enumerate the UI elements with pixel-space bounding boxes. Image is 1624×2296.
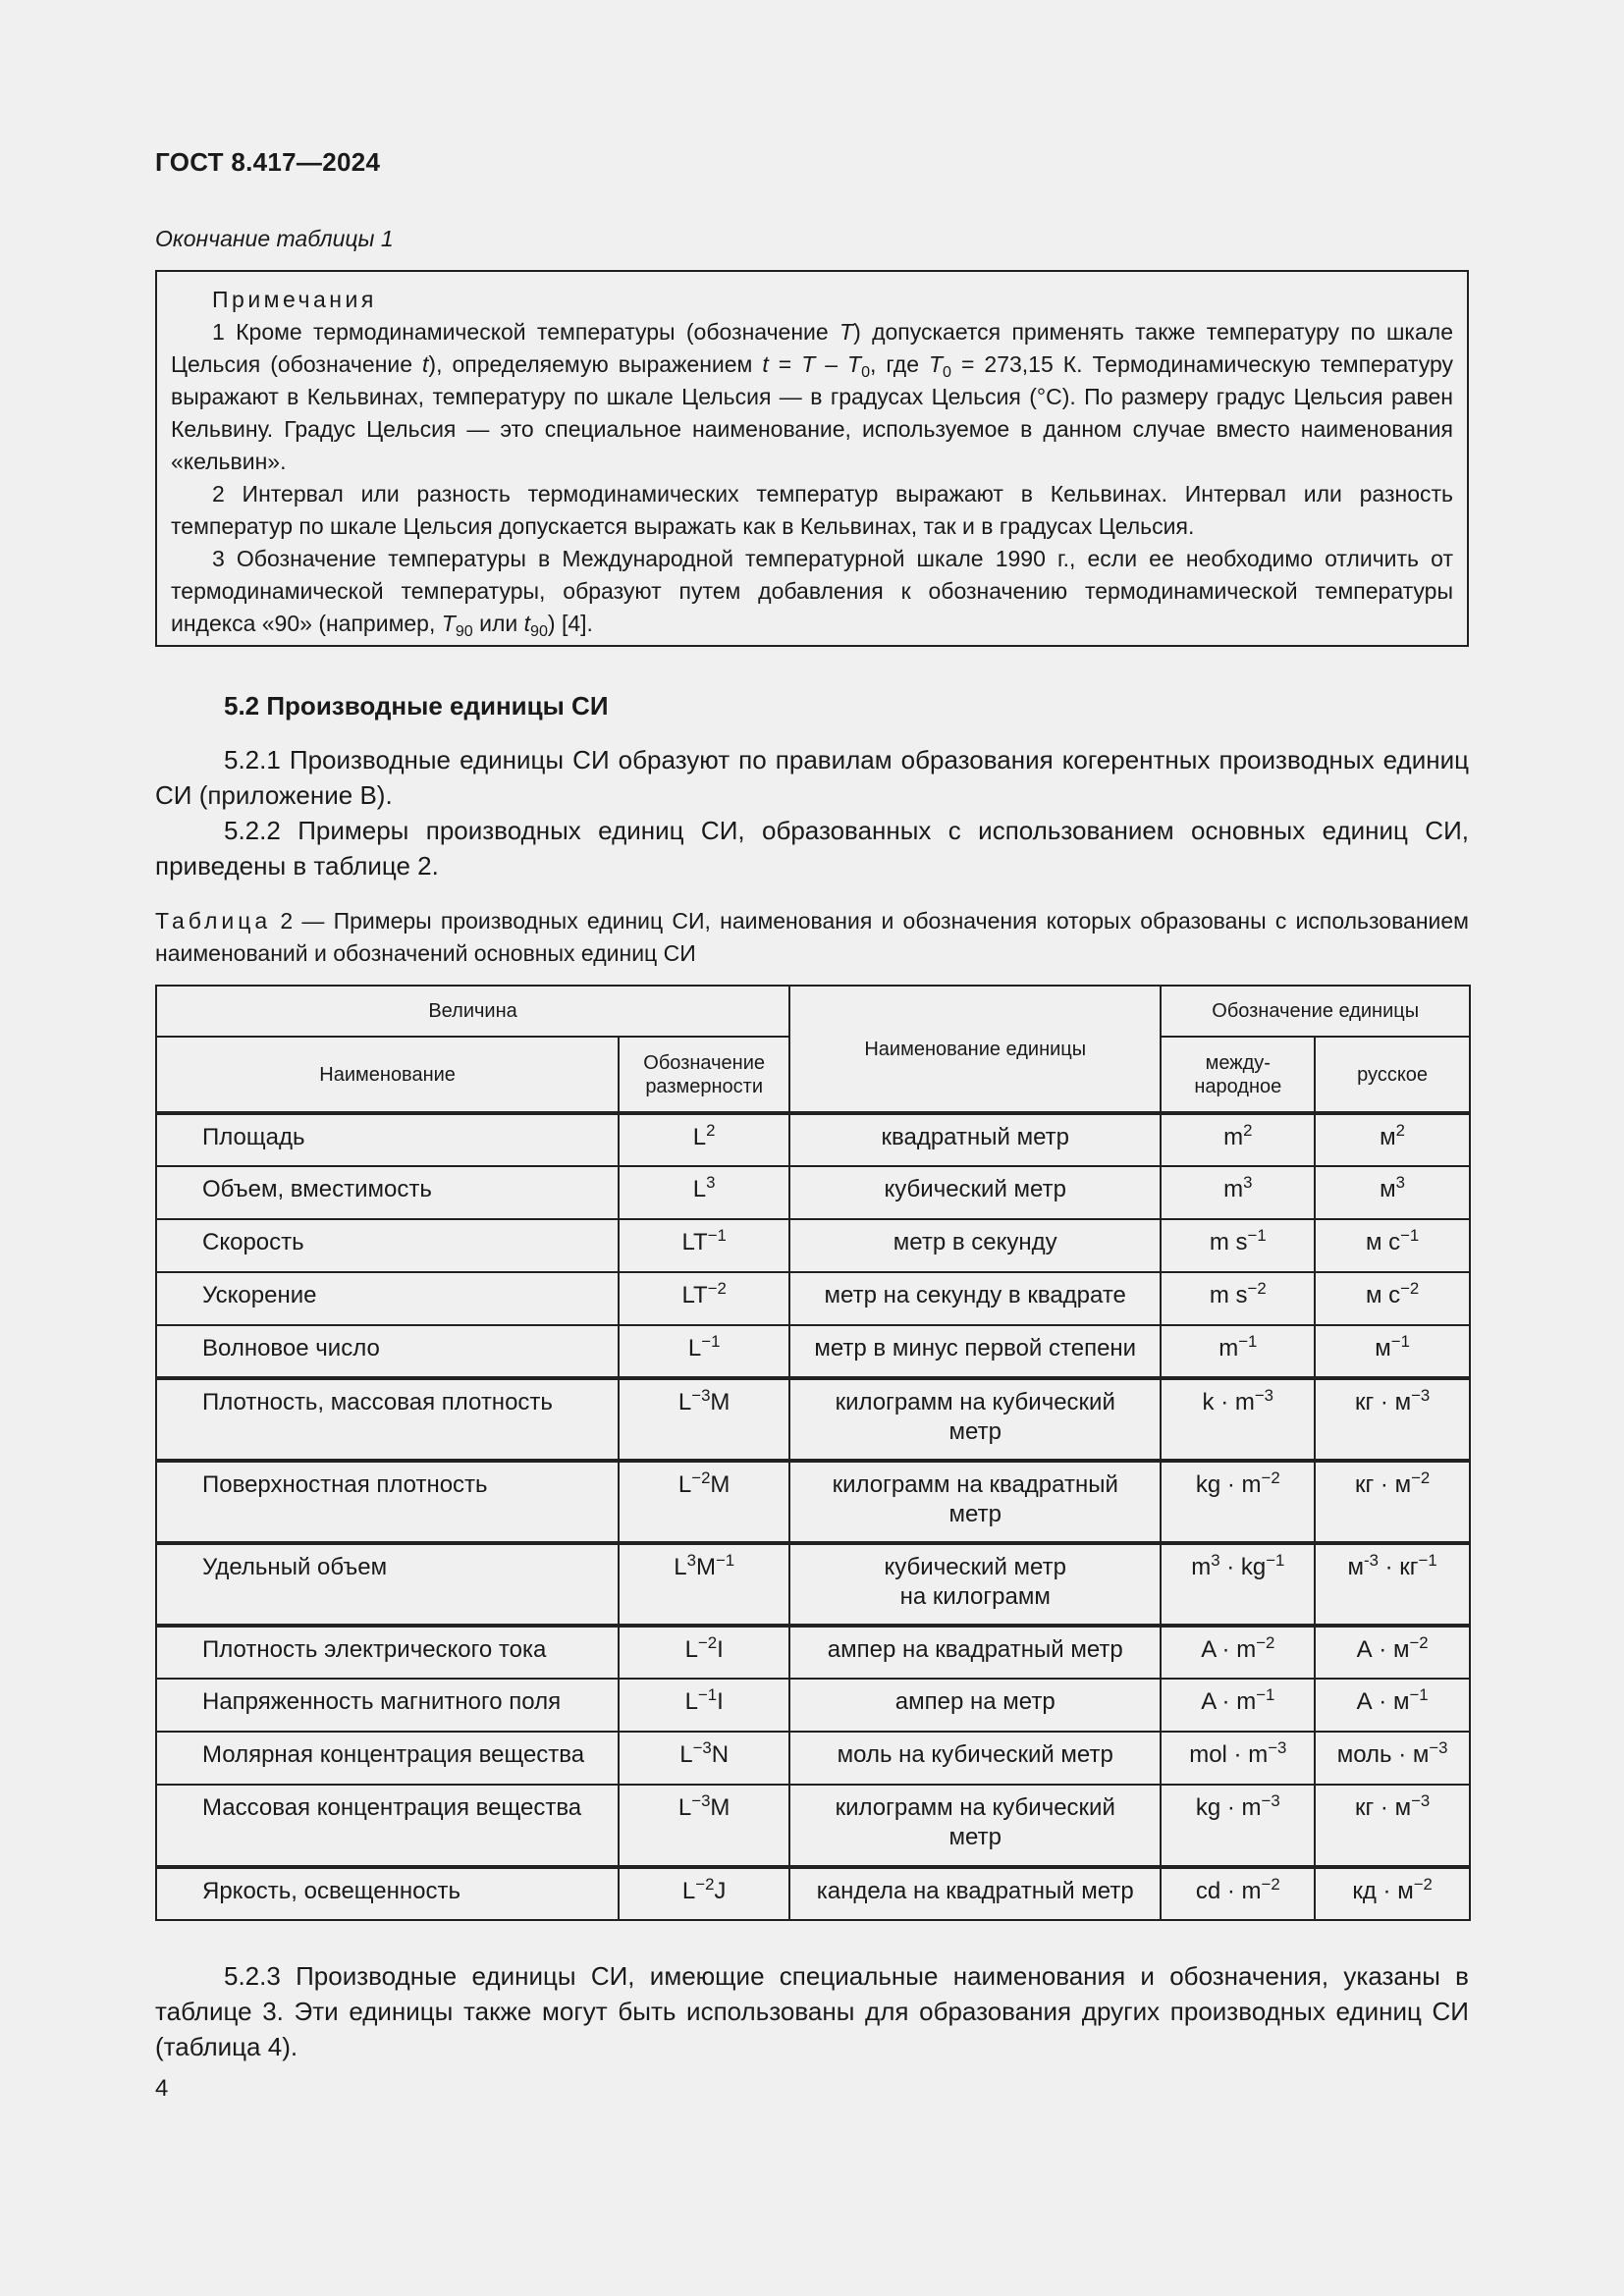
- symbol-part: м с: [1365, 1282, 1401, 1308]
- unit-name-line: метр: [948, 1824, 1001, 1850]
- unit-name: [789, 1867, 1161, 1920]
- unit-name: [789, 1626, 1161, 1679]
- table-row: [156, 1679, 1470, 1732]
- unit-name-line: килограмм на кубический: [835, 1794, 1115, 1821]
- unit-name-line: метр на секунду в квадрате: [824, 1282, 1126, 1308]
- symbol-part: L: [679, 1741, 693, 1768]
- symbol-part: м: [1375, 1335, 1391, 1362]
- international-symbol: [1161, 1679, 1315, 1732]
- unit-name-line: ампер на квадратный метр: [827, 1636, 1123, 1663]
- quantity-name: Яркость, освещенность: [156, 1867, 619, 1920]
- symbol-part: m s: [1209, 1229, 1248, 1255]
- exponent: −1: [1266, 1550, 1285, 1570]
- note-1: 1 Кроме термодинамической температуры (обозначение T) допускается применять также температуру по шкале Цельсия (обозначение t), определяемую выражением $t = T - T_0$, где $T_0 = 273,15$ К. Термодинамическую температуру выражают в Кельвинах, температуру по шкале Цельсия — в градусах Цельсия (°С). По размеру градус Цельсия равен Кельвину. Градус Цельсия — это специальное наименование, используемое в данном случае вместо наименования «кельвин».: [171, 319, 1453, 474]
- international-symbol: [1161, 1785, 1315, 1867]
- symbol-part: m: [1223, 1176, 1244, 1202]
- exponent: 3: [1211, 1550, 1220, 1570]
- symbol-part: kg · m: [1195, 1794, 1262, 1821]
- page-number: 4: [155, 2075, 169, 2102]
- quantity-name: Скорость: [156, 1219, 619, 1272]
- international-symbol: [1161, 1461, 1315, 1543]
- dimension-symbol: [619, 1543, 789, 1626]
- symbol-part: L: [677, 1471, 692, 1498]
- symbol-part: м: [1380, 1124, 1396, 1150]
- unit-name-line: кандела на квадратный метр: [816, 1878, 1134, 1904]
- russian-symbol: [1315, 1679, 1470, 1732]
- derived-units-table: [155, 985, 1471, 1921]
- unit-name-line: метр: [948, 1501, 1001, 1527]
- unit-name-line: метр: [948, 1418, 1001, 1445]
- header-international: между- народное: [1161, 1037, 1315, 1113]
- exponent: −3: [1411, 1790, 1431, 1810]
- russian-symbol: [1315, 1378, 1470, 1461]
- unit-name: [789, 1325, 1161, 1378]
- dimension-symbol: [619, 1113, 789, 1166]
- symbol-part: L: [684, 1636, 698, 1663]
- dimension-symbol: [619, 1867, 789, 1920]
- exponent: −1: [707, 1225, 727, 1245]
- dimension-symbol: [619, 1272, 789, 1325]
- quantity-name: Объем, вместимость: [156, 1166, 619, 1219]
- table-row: [156, 1113, 1470, 1166]
- exponent: −2: [1409, 1632, 1429, 1652]
- unit-name-line: кубический метр: [884, 1554, 1066, 1580]
- exponent: −1: [701, 1331, 721, 1351]
- exponent: 2: [1395, 1120, 1406, 1140]
- quantity-name: Поверхностная плотность: [156, 1461, 619, 1543]
- table-row: [156, 1785, 1470, 1867]
- symbol-part: m: [1223, 1124, 1244, 1150]
- document-code: ГОСТ 8.417—2024: [155, 147, 381, 177]
- symbol-part: кг · м: [1354, 1794, 1412, 1821]
- symbol-part: L: [687, 1335, 702, 1362]
- table-row: [156, 1543, 1470, 1626]
- exponent: −2: [1247, 1278, 1267, 1298]
- exponent: −1: [1256, 1684, 1275, 1704]
- symbol-part: · kg: [1219, 1554, 1267, 1580]
- notes-box: [155, 270, 1469, 647]
- symbol-part: м: [1347, 1554, 1365, 1580]
- quantity-name: Плотность электрического тока: [156, 1626, 619, 1679]
- exponent: −2: [1261, 1874, 1280, 1894]
- header-russian: русское: [1315, 1037, 1470, 1113]
- symbol-part: А · м: [1356, 1688, 1410, 1715]
- symbol-part: кг · м: [1354, 1389, 1412, 1415]
- exponent: −1: [1390, 1331, 1410, 1351]
- unit-name-line: килограмм на квадратный: [832, 1471, 1118, 1498]
- dimension-symbol: [619, 1166, 789, 1219]
- table-row: [156, 1219, 1470, 1272]
- dimension-symbol: [619, 1219, 789, 1272]
- unit-name: [789, 1272, 1161, 1325]
- international-symbol: [1161, 1543, 1315, 1626]
- exponent: −2: [1261, 1468, 1280, 1487]
- dimension-symbol: [619, 1378, 789, 1461]
- dimension-symbol: [619, 1626, 789, 1679]
- table-row: [156, 1378, 1470, 1461]
- symbol-part: L: [684, 1688, 698, 1715]
- table-continuation-label: Окончание таблицы 1: [155, 226, 394, 251]
- russian-symbol: [1315, 1543, 1470, 1626]
- symbol-part: · кг: [1378, 1554, 1419, 1580]
- note-3: 3 Обозначение температуры в Международной температурной шкале 1990 г., если ее необходимо отличить от термодинамической температуры, образуют путем добавления к обозначению термодинамической температуры индекса «90» (например, $T_{90}$ или $t_{90}$) [4].: [171, 546, 1453, 640]
- russian-symbol: [1315, 1867, 1470, 1920]
- exponent: −1: [1418, 1550, 1437, 1570]
- international-symbol: [1161, 1272, 1315, 1325]
- unit-name-line: кубический метр: [884, 1176, 1066, 1202]
- symbol-part: M: [695, 1554, 716, 1580]
- symbol-part: А · м: [1356, 1636, 1410, 1663]
- exponent: −2: [691, 1468, 711, 1487]
- exponent: −1: [715, 1550, 735, 1570]
- exponent: −3: [692, 1737, 712, 1757]
- symbol-part: кг · м: [1354, 1471, 1412, 1498]
- exponent: -3: [1364, 1550, 1379, 1570]
- exponent: −3: [1429, 1737, 1448, 1757]
- unit-name-line: моль на кубический метр: [837, 1741, 1113, 1768]
- symbol-part: м: [1380, 1176, 1396, 1202]
- unit-name: [789, 1219, 1161, 1272]
- exponent: 2: [1243, 1120, 1253, 1140]
- exponent: −1: [697, 1684, 718, 1704]
- symbol-part: m: [1218, 1335, 1239, 1362]
- symbol-part: моль · м: [1336, 1741, 1430, 1768]
- exponent: −3: [1411, 1385, 1431, 1405]
- symbol-part: m: [1191, 1554, 1212, 1580]
- unit-name: [789, 1378, 1161, 1461]
- table-row: [156, 1166, 1470, 1219]
- exponent: 3: [686, 1550, 696, 1570]
- symbol-part: kg · m: [1195, 1471, 1262, 1498]
- symbol-part: M: [710, 1794, 731, 1821]
- exponent: −1: [1247, 1225, 1267, 1245]
- table-row: [156, 1272, 1470, 1325]
- exponent: −1: [1409, 1684, 1429, 1704]
- symbol-part: кд · м: [1352, 1878, 1414, 1904]
- notes-title: Примечания: [212, 287, 377, 312]
- exponent: −3: [691, 1385, 711, 1405]
- international-symbol: [1161, 1219, 1315, 1272]
- symbol-part: LT: [681, 1282, 708, 1308]
- paragraph-5-2-2: 5.2.2 Примеры производных единиц СИ, образованных с использованием основных единиц СИ, приведены в таблице 2.: [155, 816, 1469, 881]
- symbol-part: I: [717, 1688, 724, 1715]
- symbol-part: cd · m: [1195, 1878, 1262, 1904]
- symbol-part: J: [714, 1878, 727, 1904]
- dimension-symbol: [619, 1732, 789, 1785]
- paragraph-5-2-3: 5.2.3 Производные единицы СИ, имеющие специальные наименования и обозначения, указаны в таблице 3. Эти единицы также могут быть использованы для образования других производных единиц СИ (таблица 4).: [155, 1961, 1469, 2061]
- quantity-name: Массовая концентрация вещества: [156, 1785, 619, 1867]
- international-symbol: [1161, 1378, 1315, 1461]
- exponent: 2: [706, 1120, 716, 1140]
- quantity-name: Напряженность магнитного поля: [156, 1679, 619, 1732]
- unit-name-line: на килограмм: [899, 1583, 1051, 1610]
- unit-name: [789, 1785, 1161, 1867]
- table-row: [156, 1626, 1470, 1679]
- symbol-part: L: [677, 1794, 692, 1821]
- unit-name: [789, 1461, 1161, 1543]
- header-unit-symbol: Обозначение единицы: [1161, 986, 1470, 1037]
- dimension-symbol: [619, 1679, 789, 1732]
- quantity-name: Молярная концентрация вещества: [156, 1732, 619, 1785]
- russian-symbol: [1315, 1461, 1470, 1543]
- russian-symbol: [1315, 1626, 1470, 1679]
- exponent: −2: [707, 1278, 727, 1298]
- unit-name: [789, 1166, 1161, 1219]
- symbol-part: L: [674, 1554, 687, 1580]
- exponent: −2: [1400, 1278, 1420, 1298]
- table-row: [156, 1461, 1470, 1543]
- unit-name: [789, 1679, 1161, 1732]
- unit-name-line: метр в секунду: [893, 1229, 1057, 1255]
- international-symbol: [1161, 1325, 1315, 1378]
- exponent: 3: [1243, 1172, 1253, 1192]
- exponent: −2: [1256, 1632, 1275, 1652]
- paragraph-5-2-1: 5.2.1 Производные единицы СИ образуют по правилам образования когерентных производных единиц СИ (приложение В).: [155, 745, 1469, 810]
- international-symbol: [1161, 1166, 1315, 1219]
- table-row: [156, 1867, 1470, 1920]
- symbol-part: L: [692, 1176, 707, 1202]
- symbol-part: M: [710, 1389, 731, 1415]
- unit-name-line: килограмм на кубический: [835, 1389, 1115, 1415]
- exponent: −3: [1261, 1790, 1280, 1810]
- symbol-part: A · m: [1201, 1636, 1257, 1663]
- dimension-symbol: [619, 1785, 789, 1867]
- symbol-part: k · m: [1202, 1389, 1255, 1415]
- russian-symbol: [1315, 1219, 1470, 1272]
- quantity-name: Удельный объем: [156, 1543, 619, 1626]
- russian-symbol: [1315, 1785, 1470, 1867]
- unit-name: [789, 1732, 1161, 1785]
- exponent: −3: [1268, 1737, 1287, 1757]
- exponent: −2: [697, 1632, 718, 1652]
- exponent: −2: [695, 1874, 715, 1894]
- unit-name-line: метр в минус первой степени: [814, 1335, 1137, 1362]
- russian-symbol: [1315, 1732, 1470, 1785]
- header-unit-name: Наименование единицы: [789, 986, 1161, 1113]
- dimension-symbol: [619, 1461, 789, 1543]
- table-caption: Таблица 2 — Примеры производных единиц СИ, наименования и обозначения которых образованы с использованием наименований и обозначений основных единиц СИ: [155, 908, 1469, 966]
- international-symbol: [1161, 1626, 1315, 1679]
- russian-symbol: [1315, 1325, 1470, 1378]
- exponent: −2: [1413, 1874, 1433, 1894]
- header-name: Наименование: [156, 1037, 619, 1113]
- header-quantity: Величина: [156, 986, 789, 1037]
- symbol-part: m s: [1209, 1282, 1248, 1308]
- symbol-part: L: [677, 1389, 692, 1415]
- exponent: 3: [1395, 1172, 1406, 1192]
- table-row: [156, 1732, 1470, 1785]
- symbol-part: LT: [681, 1229, 708, 1255]
- exponent: −1: [1238, 1331, 1258, 1351]
- symbol-part: N: [711, 1741, 730, 1768]
- unit-name-line: квадратный метр: [881, 1124, 1069, 1150]
- symbol-part: M: [710, 1471, 731, 1498]
- unit-name: [789, 1543, 1161, 1626]
- quantity-name: Площадь: [156, 1113, 619, 1166]
- exponent: 3: [706, 1172, 716, 1192]
- international-symbol: [1161, 1113, 1315, 1166]
- section-heading: 5.2 Производные единицы СИ: [224, 691, 609, 721]
- international-symbol: [1161, 1867, 1315, 1920]
- quantity-name: Ускорение: [156, 1272, 619, 1325]
- russian-symbol: [1315, 1166, 1470, 1219]
- header-dimension: Обозначение размерности: [619, 1037, 789, 1113]
- exponent: −3: [1254, 1385, 1274, 1405]
- exponent: −3: [691, 1790, 711, 1810]
- dimension-symbol: [619, 1325, 789, 1378]
- russian-symbol: [1315, 1113, 1470, 1166]
- note-2: 2 Интервал или разность термодинамических температур выражают в Кельвинах. Интервал или разность температур по шкале Цельсия допускается выражать как в Кельвинах, так и в градусах Цельсия.: [171, 481, 1453, 539]
- russian-symbol: [1315, 1272, 1470, 1325]
- symbol-part: A · m: [1201, 1688, 1257, 1715]
- unit-name: [789, 1113, 1161, 1166]
- symbol-part: mol · m: [1189, 1741, 1269, 1768]
- international-symbol: [1161, 1732, 1315, 1785]
- symbol-part: L: [681, 1878, 696, 1904]
- symbol-part: м с: [1365, 1229, 1401, 1255]
- exponent: −1: [1400, 1225, 1420, 1245]
- quantity-name: Плотность, массовая плотность: [156, 1378, 619, 1461]
- table-row: [156, 1325, 1470, 1378]
- unit-name-line: ампер на метр: [894, 1688, 1056, 1715]
- quantity-name: Волновое число: [156, 1325, 619, 1378]
- exponent: −2: [1411, 1468, 1431, 1487]
- symbol-part: I: [717, 1636, 724, 1663]
- symbol-part: L: [692, 1124, 707, 1150]
